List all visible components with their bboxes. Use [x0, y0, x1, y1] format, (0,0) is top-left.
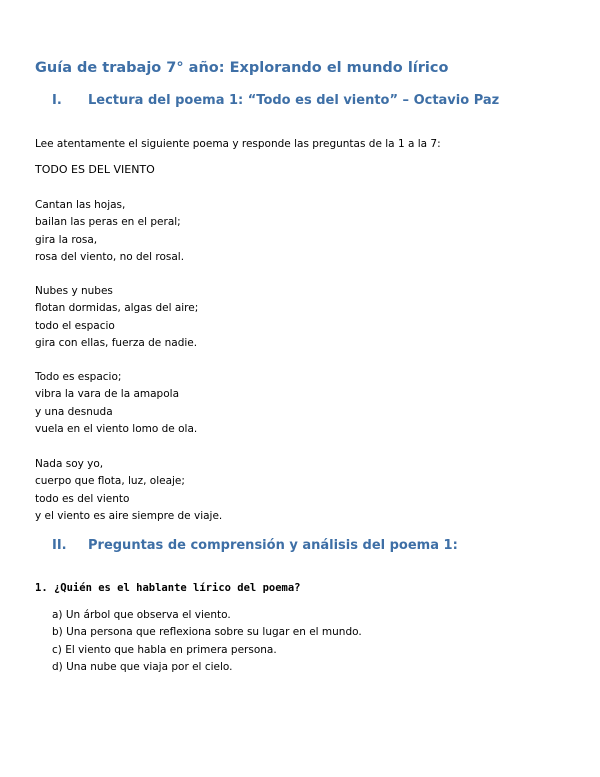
poem-line: gira la rosa, [35, 233, 98, 246]
poem-stanza [35, 369, 197, 438]
instructions-text: Lee atentamente el siguiente poema y responde las preguntas de la 1 a la 7: [35, 138, 441, 150]
poem-stanza [35, 283, 198, 352]
poem-line: todo el espacio [35, 319, 115, 332]
poem-line: cuerpo que flota, luz, oleaje; [35, 475, 185, 488]
answer-option-b: b) Una persona que reflexiona sobre su lugar en el mundo. [52, 626, 362, 639]
document-title: Guía de trabajo 7° año: Explorando el mundo lírico [35, 60, 449, 76]
poem-stanza [35, 456, 222, 525]
question-1-options [52, 607, 362, 677]
poem-line: Nada soy yo, [35, 458, 104, 470]
poem-line: Nubes y nubes [35, 285, 113, 297]
poem-line: bailan las peras en el peral; [35, 216, 181, 229]
poem-line: y el viento es aire siempre de viaje. [35, 509, 223, 522]
poem-line: Todo es espacio; [35, 371, 122, 383]
section-number: II. [52, 538, 67, 553]
section-title: Preguntas de comprensión y análisis del poema 1: [88, 538, 458, 553]
section-heading-reading [52, 93, 499, 108]
poem-line: y una desnuda [35, 405, 113, 418]
poem-line: flotan dormidas, algas del aire; [35, 302, 199, 315]
answer-option-c: c) El viento que habla en primera persona. [52, 643, 277, 656]
section-heading-questions [52, 538, 458, 553]
question-1: 1. ¿Quién es el hablante lírico del poema? [35, 582, 301, 594]
poem-line: Cantan las hojas, [35, 199, 126, 211]
poem-stanza [35, 197, 184, 266]
poem-title: TODO ES DEL VIENTO [35, 163, 155, 176]
poem-line: gira con ellas, fuerza de nadie. [35, 336, 198, 349]
poem-line: vuela en el viento lomo de ola. [35, 422, 198, 435]
poem-line: rosa del viento, no del rosal. [35, 250, 185, 263]
section-number: I. [52, 93, 62, 108]
answer-option-d: d) Una nube que viaja por el cielo. [52, 661, 233, 674]
poem-line: vibra la vara de la amapola [35, 388, 180, 401]
poem-line: todo es del viento [35, 492, 130, 505]
answer-option-a: a) Un árbol que observa el viento. [52, 609, 231, 621]
section-title: Lectura del poema 1: “Todo es del viento” – Octavio Paz [88, 93, 500, 108]
